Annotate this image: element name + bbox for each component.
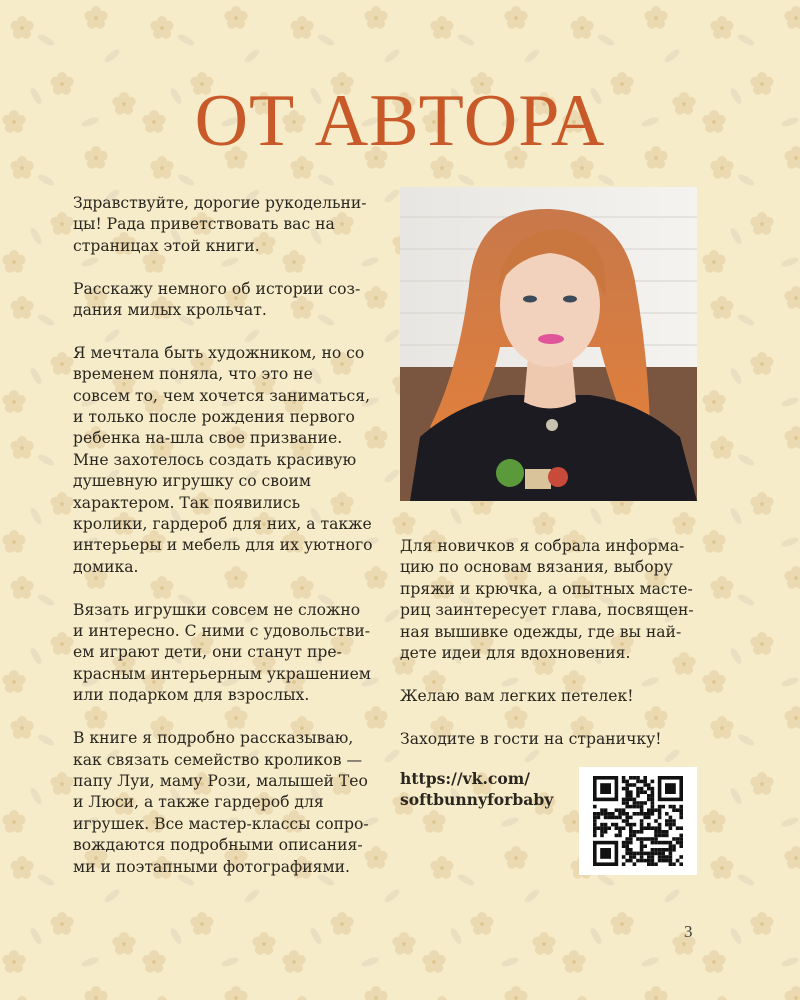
paragraph: Расскажу немного об истории соз-дания милых крольчат. <box>73 279 361 320</box>
left-text-column <box>73 193 373 899</box>
paragraph: Здравствуйте, дорогие рукодельни-цы! Рада приветствовать вас на страницах этой книги. <box>73 194 367 255</box>
vk-link-line2: softbunnyforbaby <box>400 790 554 810</box>
right-text-column <box>400 536 700 771</box>
vk-link[interactable] <box>400 768 580 811</box>
qr-code-icon[interactable] <box>579 767 697 875</box>
paragraph: В книге я подробно рассказываю, как связать семейство кроликов — папу Луи, маму Рози, малышей Тео и Люси, а также гардероб для игрушек. Все мастер-классы сопро-вождаются подробными описания-ми и поэтапными фотографиями. <box>73 729 369 876</box>
paragraph: Я мечтала быть художником, но со временем поняла, что это не совсем то, чем хочется заниматься, и только после рождения первого ребенка на-шла свое призвание. Мне захотелось создать красивую душевную игрушку со своим характером. Так появились кролики, гардероб для них, а также интерьеры и мебель для их уютного домика. <box>73 343 373 576</box>
paragraph: Вязать игрушки совсем не сложно и интересно. С ними с удовольстви-ем играют дети, они станут пре-красным интерьерным украшением или подарком для взрослых. <box>73 600 371 705</box>
vk-link-line1: https://vk.com/ <box>400 769 530 788</box>
paragraph: Желаю вам легких петелек! <box>400 686 634 705</box>
paragraph: Для новичков я собрала информа-цию по основам вязания, выбору пряжи и крючка, а опытных масте-риц заинтересует глава, посвящен-ная вышивке одежды, где вы най-дете идеи для вдохновения. <box>400 537 694 663</box>
author-photo <box>400 187 697 501</box>
page-number: 3 <box>684 922 693 941</box>
paragraph: Заходите в гости на страничку! <box>400 729 662 748</box>
page-title: ОТ АВТОРА <box>194 80 606 162</box>
